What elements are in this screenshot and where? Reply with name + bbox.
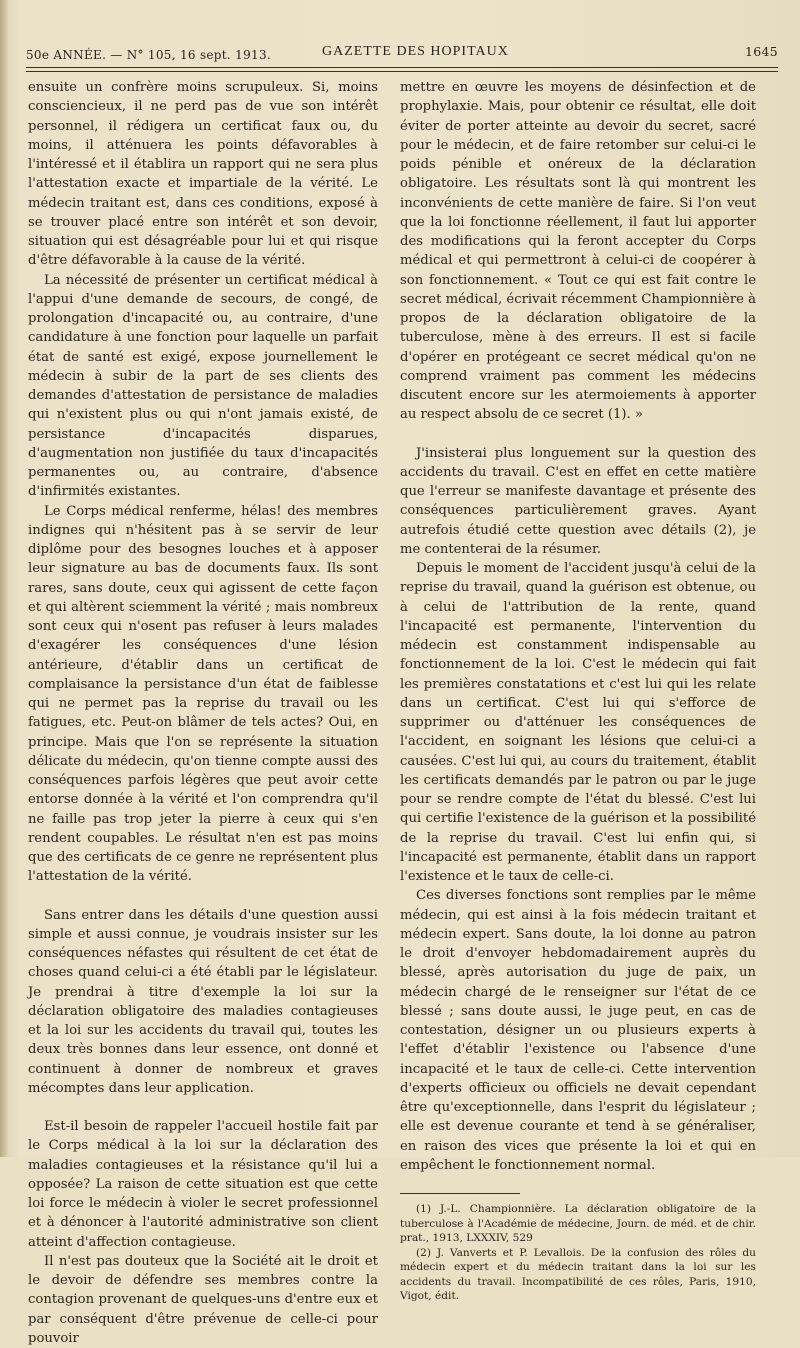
header-rule-top bbox=[26, 67, 778, 68]
section-gap bbox=[28, 1098, 378, 1117]
footnote: (1) J.-L. Championnière. La déclaration obligatoire de la tuberculose à l'Académie de médecine, Journ. de méd. et de chir. prat., 1913, LXXXIV, 529 bbox=[400, 1203, 756, 1244]
footnote-rule bbox=[400, 1193, 520, 1194]
page-fold-shadow bbox=[0, 0, 8, 1157]
paragraph: Est-il besoin de rappeler l'accueil hostile fait par le Corps médical à la loi sur la déclaration des maladies contagieuses et la résistance qu'il lui a opposée? La raison de cette situation est que cette loi force le médecin à violer le secret professionnel et à dénoncer à l'autorité administrative son client atteint d'affection contagieuse. bbox=[28, 1119, 378, 1250]
left-column bbox=[28, 78, 378, 1348]
paragraph: mettre en œuvre les moyens de désinfection et de prophylaxie. Mais, pour obtenir ce résultat, elle doit éviter de porter atteinte au devoir du secret, sacré pour le médecin, et de faire retomber sur celui-ci le poids pénible et onéreux de la déclaration obligatoire. Les résultats sont là qui montrent les inconvénients de cette manière de faire. Si l'on veut que la loi fonctionne réellement, il faut lui apporter des modifications qui la feront accepter du Corps médical et qui permettront à celui-ci de coopérer à son fonctionnement. « Tout ce qui est fait contre le secret médical, écrivait récemment Championnière à propos de la déclaration obligatoire de la tuberculose, mène à des erreurs. Il est si facile d'opérer en protégeant ce secret médical qu'on ne comprend vraiment pas comment les médecins discutent encore sur les atermoiements à apporter au respect absolu de ce secret (1). » bbox=[400, 80, 756, 423]
page-number: 1645 bbox=[744, 44, 778, 59]
journal-title: GAZETTE DES HOPITAUX bbox=[322, 44, 509, 59]
paragraph: Ces diverses fonctions sont remplies par le même médecin, qui est ainsi à la fois médecin traitant et médecin expert. Sans doute, la loi donne au patron le droit d'envoyer hebdomadairement auprès du blessé, après autorisation du juge de paix, un médecin chargé de le renseigner sur l'état de ce blessé ; sans doute aussi, le juge peut, en cas de contestation, désigner un ou plusieurs experts à l'effet d'établir l'existence ou l'absence d'une incapacité et le taux de celle-ci. Cette intervention d'experts officieux ou officiels ne devait cependant être qu'exceptionnelle, dans l'esprit du législateur ; elle est devenue courante et tend à se généraliser, en raison des vices que présente la loi et qui en empêchent le fonctionnement normal. bbox=[400, 888, 756, 1173]
header-rule-bottom bbox=[26, 71, 778, 72]
section-gap bbox=[28, 887, 378, 906]
right-column bbox=[400, 78, 756, 1304]
paragraph: J'insisterai plus longuement sur la question des accidents du travail. C'est en effet en cette matière que l'erreur se manifeste davantage et présente des conséquences particulièrement graves. Ayant autrefois étudié cette question avec détails (2), je me contenterai de la résumer. bbox=[400, 445, 756, 557]
paragraph: Sans entrer dans les détails d'une question aussi simple et aussi connue, je voudrais insister sur les conséquences néfastes qui résultent de cet état de choses quand celui-ci a été établi par le législateur. Je prendrai à titre d'exemple la loi sur la déclaration obligatoire des maladies contagieuses et la loi sur les accidents du travail qui, toutes les deux très bonnes dans leur essence, ont donné et continuent à donner de nombreux et graves mécomptes dans leur application. bbox=[28, 907, 378, 1096]
paragraph: Depuis le moment de l'accident jusqu'à celui de la reprise du travail, quand la guérison est obtenue, ou à celui de l'attribution de la rente, quand l'incapacité est permanente, l'intervention du médecin est constamment indispensable au fonctionnement de la loi. C'est le médecin qui fait les premières constatations et c'est lui qui les relate dans un certificat. C'est lui qui s'efforce de supprimer ou d'atténuer les conséquences de l'accident, en soignant les lésions que celui-ci a causées. C'est lui qui, au cours du traitement, établit les certificats demandés par le patron ou par le juge pour se rendre compte de l'état du blessé. C'est lui qui certifie l'existence de la guérison et la possibilité de la reprise du travail. C'est lui enfin qui, si l'incapacité est permanente, établit dans un rapport l'existence et le taux de celle-ci. bbox=[400, 561, 756, 884]
issue-info: 50e ANNÉE. — N° 105, 16 sept. 1913. bbox=[26, 48, 271, 62]
paragraph: ensuite un confrère moins scrupuleux. Si, moins consciencieux, il ne perd pas de vue son intérêt personnel, il rédigera un certificat faux ou, du moins, il atténuera les points défavorables à l'intéressé et il établira un rapport qui ne sera plus l'attestation exacte et impartiale de la vérité. Le médecin traitant est, dans ces conditions, exposé à se trouver placé entre son intérêt et son devoir, situation qui est désagréable pour lui et qui risque d'être défavorable à la cause de la vérité. bbox=[28, 80, 378, 269]
section-gap bbox=[400, 425, 756, 444]
paragraph: Le Corps médical renferme, hélas! des membres indignes qui n'hésitent pas à se servir de leur diplôme pour des besognes louches et à apposer leur signature au bas de documents faux. Ils sont rares, sans doute, ceux qui agissent de cette façon et qui altèrent sciemment la vérité ; mais nombreux sont ceux qui n'osent pas refuser à leurs malades d'exagérer les conséquences d'une lésion antérieure, d'établir dans un certificat de complaisance la persistance d'un état de faiblesse qui ne permet pas la reprise du travail ou les fatigues, etc. Peut-on blâmer de tels actes? Oui, en principe. Mais que l'on se représente la situation délicate du médecin, qu'on tienne compte aussi des conséquences parfois légères que peut avoir cette entorse donnée à la vérité et l'on comprendra qu'il ne faille pas trop jeter la pierre à ceux qui s'en rendent coupables. Le résultat n'en est pas moins que des certificats de ce genre ne représentent plus l'attestation de la vérité. bbox=[28, 503, 378, 885]
paragraph: Il n'est pas douteux que la Société ait le droit et le devoir de défendre ses membres contre la contagion provenant de quelques-uns d'entre eux et par conséquent d'être prévenue de celle-ci pour pouvoir bbox=[28, 1253, 378, 1346]
footnote: (2) J. Vanverts et P. Levallois. De la confusion des rôles du médecin expert et du médecin traitant dans la loi sur les accidents du travail. Incompatibilité de ces rôles, Paris, 1910, Vigot, édit. bbox=[400, 1246, 756, 1302]
paragraph: La nécessité de présenter un certificat médical à l'appui d'une demande de secours, de congé, de prolongation d'incapacité ou, au contraire, d'une candidature à une fonction pour laquelle un parfait état de santé est exigé, expose journellement le médecin à subir de la part de ses clients des demandes d'attestation de persistance de maladies qui n'existent plus ou qui n'ont jamais existé, de persistance d'incapacités disparues, d'augmentation non justifiée du taux d'incapacités permanentes ou, au contraire, d'absence d'infirmités existantes. bbox=[28, 272, 378, 500]
page-header bbox=[26, 44, 778, 64]
